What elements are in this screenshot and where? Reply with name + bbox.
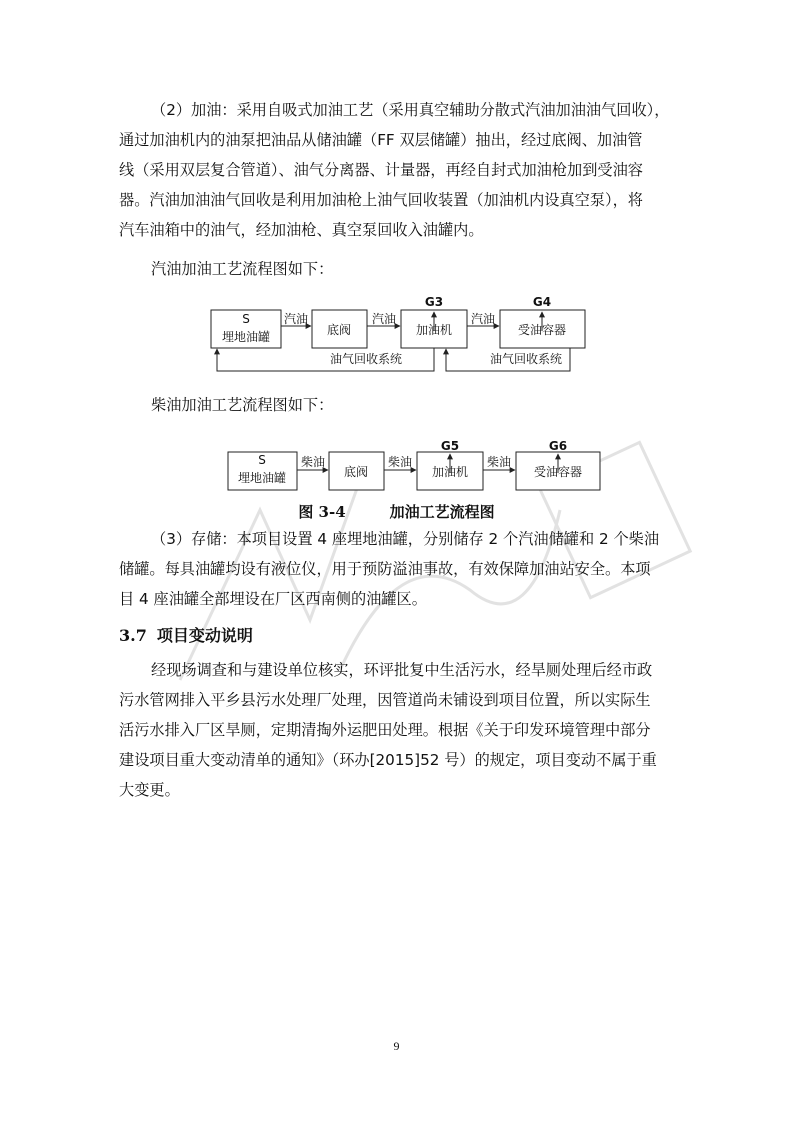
- diesel-receiver-label: 受油容器: [533, 465, 583, 479]
- figure-number: 图 3-4: [298, 503, 346, 521]
- gas-label-1: 汽油: [283, 312, 309, 326]
- diesel-flow-diagram: [224, 438, 604, 494]
- change-line-1: 经现场调查和与建设单位核实，环评批复中生活污水，经旱厕处理后经市政: [151, 661, 653, 679]
- section-heading: [119, 623, 253, 646]
- figure-title: 加油工艺流程图: [389, 503, 495, 521]
- storage-line-1: （3）存储：本项目设置 4 座埋地油罐，分别储存 2 个汽油储罐和 2 个柴油: [151, 530, 660, 548]
- page-number: 9: [393, 1039, 400, 1053]
- diesel-flow-intro: 柴油加油工艺流程图如下：: [151, 396, 334, 414]
- refuel-line-3: 线（采用双层复合管道）、油气分离器、计量器，再经自封式加油枪加到受油容: [119, 161, 643, 179]
- diesel-valve-label: 底阀: [343, 465, 369, 479]
- refuel-line-5: 汽车油箱中的油气，经加油枪、真空泵回收入油罐内。: [119, 221, 484, 239]
- figure-caption: [0, 501, 793, 522]
- storage-paragraph: [119, 524, 679, 614]
- change-line-4: 建设项目重大变动清单的通知》（环办[2015]52 号）的规定，项目变动不属于重: [119, 751, 657, 769]
- gas-tank-symbol: S: [242, 312, 250, 326]
- g6-label: G6: [548, 439, 568, 453]
- diesel-dispenser-label: 加油机: [431, 465, 469, 479]
- diesel-label-1: 柴油: [300, 455, 326, 469]
- diesel-label-3: 柴油: [486, 455, 512, 469]
- storage-line-2: 储罐。每具油罐均设有液位仪，用于预防溢油事故，有效保障加油站安全。本项: [119, 560, 651, 578]
- section-title: 项目变动说明: [156, 626, 253, 645]
- refuel-paragraph: [119, 95, 679, 245]
- gas-flow-intro: 汽油加油工艺流程图如下：: [151, 260, 334, 278]
- change-line-3: 活污水排入厂区旱厕，定期清掏外运肥田处理。根据《关于印发环境管理中部分: [119, 721, 651, 739]
- refuel-line-4: 器。汽油加油油气回收是利用加油枪上油气回收装置（加油机内设真空泵），将: [119, 191, 643, 209]
- gas-label-2: 汽油: [371, 312, 397, 326]
- refuel-line-1: （2）加油：采用自吸式加油工艺（采用真空辅助分散式汽油加油油气回收），: [151, 101, 670, 119]
- section-number: 3.7: [119, 626, 147, 645]
- gas-dispenser-label: 加油机: [415, 323, 453, 337]
- diesel-tank-symbol: S: [258, 453, 266, 467]
- change-line-5: 大变更。: [119, 781, 180, 799]
- g3-label: G3: [424, 295, 444, 309]
- change-paragraph: [119, 655, 679, 805]
- change-line-2: 污水管网排入平乡县污水处理厂处理，因管道尚未铺设到项目位置，所以实际生: [119, 691, 651, 709]
- g5-label: G5: [440, 439, 460, 453]
- gas-recovery-label-1: 油气回收系统: [329, 352, 403, 366]
- refuel-line-2: 通过加油机内的油泵把油品从储油罐（FF 双层储罐）抽出，经过底阀、加油管: [119, 131, 643, 149]
- storage-line-3: 目 4 座油罐全部埋设在厂区西南侧的油罐区。: [119, 590, 427, 608]
- gas-receiver-label: 受油容器: [517, 323, 567, 337]
- g4-label: G4: [532, 295, 552, 309]
- gas-label-3: 汽油: [470, 312, 496, 326]
- gas-recovery-label-2: 油气回收系统: [489, 352, 563, 366]
- gasoline-flow-diagram: [205, 293, 590, 375]
- diesel-tank-label: 埋地油罐: [237, 471, 287, 485]
- gas-valve-label: 底阀: [326, 323, 352, 337]
- gas-tank-label: 埋地油罐: [221, 330, 271, 344]
- diesel-label-2: 柴油: [387, 455, 413, 469]
